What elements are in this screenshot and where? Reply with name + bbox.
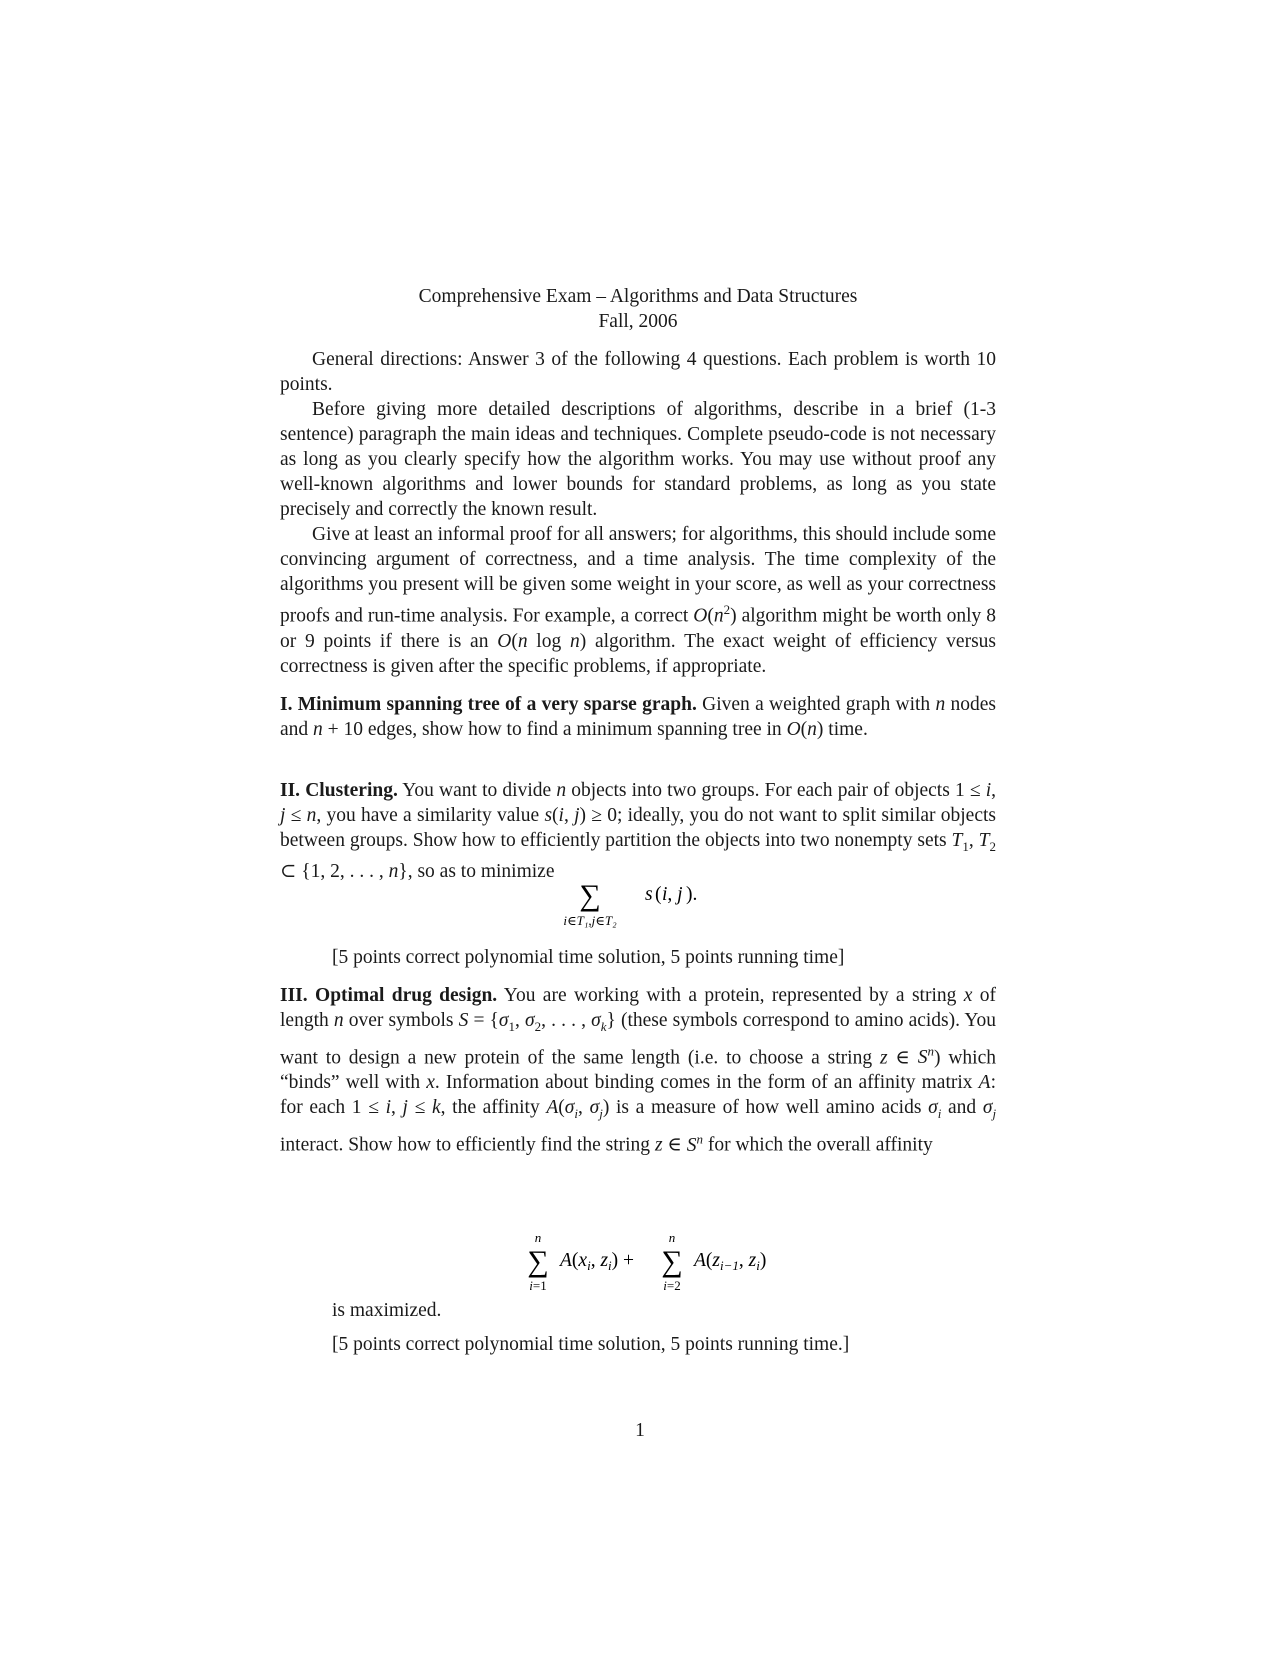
problem-2-title: Clustering. bbox=[305, 780, 398, 801]
affinity-objective-formula bbox=[520, 1228, 820, 1298]
problem-3: III. Optimal drug design. You are working with a protein, represented by a string x of length n over symbols $S = \{\sigma_1$, $\sigma_2$, . . . , $\sigma_k$} (these symbols correspond to amino acids). You want to design a new protein of the same length (i.e. to choose a string z ∈ $S^n$) which “binds” well with x. Information about binding comes in the form of an affinity matrix A: for each 1 ≤ i, j ≤ k, the affinity $A(\sigma_i$, $\sigma_j$) is a measure of how well amino acids $\sigma_i$ and $\sigma_j$ interact. Show how to efficiently find the string z ∈ $S^n$ for which the overall affinity bbox=[280, 985, 997, 1156]
svg-text:(: ( bbox=[655, 884, 662, 905]
page-number: 1 bbox=[635, 1420, 645, 1441]
svg-text:i∈T₁,j∈T₂: i∈T₁,j∈T₂ bbox=[563, 913, 617, 928]
problem-3-conclusion: is maximized. bbox=[332, 1300, 442, 1321]
svg-text:n: n bbox=[668, 1230, 676, 1245]
problem-3-grading-note: [5 points correct polynomial time solution, 5 points running time.] bbox=[332, 1334, 850, 1355]
problem-1-title: Minimum spanning tree of a very sparse graph. bbox=[297, 694, 697, 715]
problem-1-numeral: I. bbox=[280, 694, 293, 715]
problem-3-title: Optimal drug design. bbox=[315, 985, 498, 1006]
problem-3-numeral: III. bbox=[280, 985, 308, 1006]
directions-paragraph-2: Before giving more detailed descriptions of algorithms, describe in a brief (1-3 sentence) paragraph the main ideas and techniques. Complete pseudo-code is not necessary as long as you clearly specify how the algorithm works. You may use without proof any well-known algorithms and lower bounds for standard problems, as long as you state precisely and correctly the known result. bbox=[280, 399, 996, 520]
svg-text:A(zi−1, zi): $A(z_{i-1}$, $z_i$) bbox=[694, 1250, 767, 1273]
svg-text:∑: ∑ bbox=[527, 1245, 549, 1278]
svg-text:∑: ∑ bbox=[579, 879, 601, 912]
svg-text:n: n bbox=[534, 1230, 542, 1245]
svg-text:i=2: i=2 bbox=[663, 1278, 681, 1293]
svg-text:s: s bbox=[645, 884, 653, 905]
directions-paragraph-1: General directions: Answer 3 of the following 4 questions. Each problem is worth 10 points. bbox=[280, 349, 996, 395]
problem-2: II. Clustering. You want to divide n objects into two groups. For each pair of objects 1 ≤ i, j ≤ n, you have a similarity value s(i, j) ≥ 0; ideally, you do not want to split similar objects between groups. Show how to efficiently partition the objects into two nonempty sets $T_1$, $T_2$ ⊂ {1, 2, . . . , n}, so as to minimize bbox=[280, 780, 997, 882]
clustering-objective-formula bbox=[560, 872, 760, 932]
problem-2-numeral: II. bbox=[280, 780, 301, 801]
exam-header bbox=[280, 284, 996, 334]
exam-title: Comprehensive Exam – Algorithms and Data Structures bbox=[418, 286, 858, 307]
svg-text:i, j: i, j bbox=[662, 884, 683, 905]
svg-text:i=1: i=1 bbox=[529, 1278, 547, 1293]
general-directions bbox=[280, 347, 996, 679]
svg-text:A(xi, zi) +: $A(x_i$, $z_i$) + bbox=[560, 1250, 635, 1273]
exam-term: Fall, 2006 bbox=[598, 311, 678, 332]
directions-paragraph-3: Give at least an informal proof for all answers; for algorithms, this should include some convincing argument of correctness, and a time analysis. The time complexity of the algorithms you present will be given some weight in your score, as well as your correctness proofs and run-time analysis. For example, a correct $O(n^2)$ algorithm might be worth only 8 or 9 points if there is an O(n log n) algorithm. The exact weight of efficiency versus correctness is given after the specific problems, if appropriate. bbox=[280, 524, 997, 677]
problem-2-grading-note: [5 points correct polynomial time solution, 5 points running time] bbox=[332, 947, 845, 968]
svg-text:).: ). bbox=[686, 884, 698, 905]
problem-1: I. Minimum spanning tree of a very sparse graph. Given a weighted graph with n nodes and n + 10 edges, show how to find a minimum spanning tree in O(n) time. bbox=[280, 694, 997, 740]
svg-text:∑: ∑ bbox=[661, 1245, 683, 1278]
